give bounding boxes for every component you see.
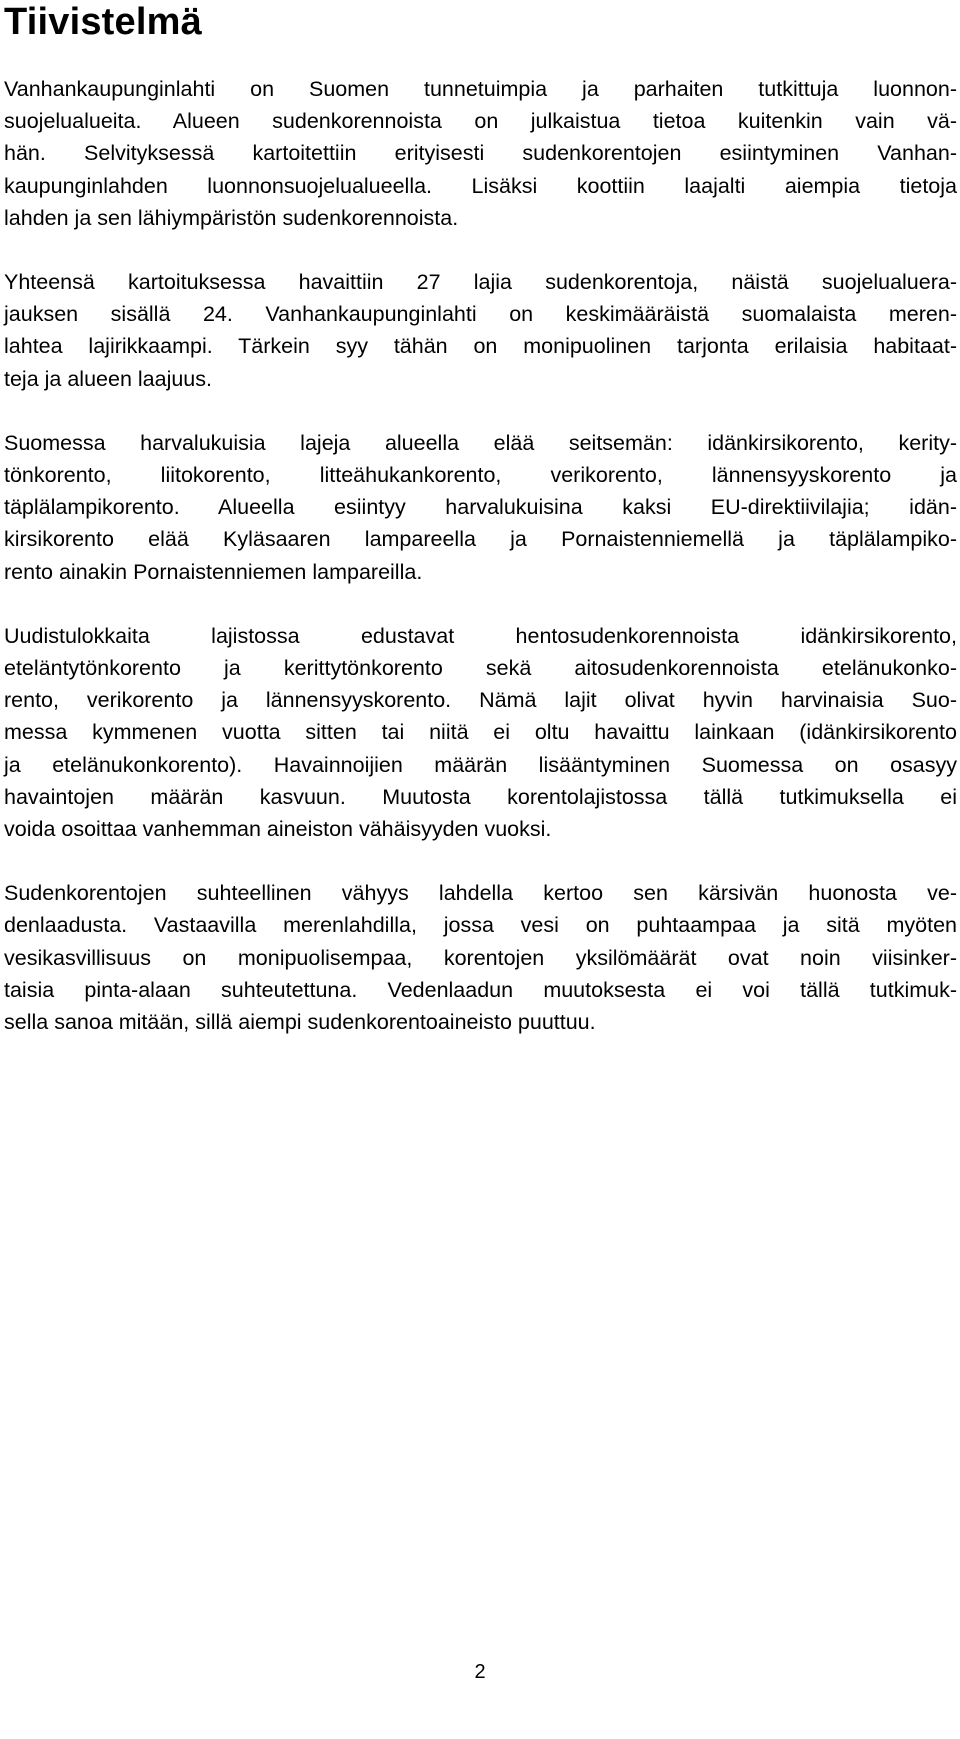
- text-line: Yhteensä kartoituksessa havaittiin 27 lajia sudenkorentoja, näistä suojelualuera-: [4, 270, 957, 295]
- text-line: Suomessa harvalukuisia lajeja alueella elää seitsemän: idänkirsikorento, kerity-: [4, 430, 957, 455]
- page-number: 2: [474, 1661, 486, 1683]
- text-line: voida osoittaa vanhemman aineiston vähäisyyden vuoksi.: [4, 817, 552, 842]
- text-line: suojelualueita. Alueen sudenkorennoista on julkaistua tietoa kuitenkin vain vä-: [4, 109, 957, 134]
- text-line: hän. Selvityksessä kartoitettiin erityisesti sudenkorentojen esiintyminen Vanhan-: [4, 141, 957, 166]
- text-line: vesikasvillisuus on monipuolisempaa, korentojen yksilömäärät ovat noin viisinker-: [4, 945, 957, 970]
- text-line: täplälampikorento. Alueella esiintyy harvalukuisina kaksi EU-direktiivilajia; idän-: [4, 495, 957, 520]
- text-line: Vanhankaupunginlahti on Suomen tunnetuimpia ja parhaiten tutkittuja luonnon-: [4, 77, 957, 101]
- text-line: kaupunginlahden luonnonsuojelualueella. Lisäksi koottiin laajalti aiempia tietoja: [4, 173, 957, 198]
- text-line: taisia pinta-alaan suhteutettuna. Vedenlaadun muutoksesta ei voi tällä tutkimuk-: [4, 977, 957, 1002]
- text-line: Uudistulokkaita lajistossa edustavat hentosudenkorennoista idänkirsikorento,: [4, 623, 957, 648]
- summary-body: [4, 73, 957, 1070]
- text-line: denlaadusta. Vastaavilla merenlahdilla, jossa vesi on puhtaampaa ja sitä myöten: [4, 913, 957, 938]
- text-line: kirsikorento elää Kyläsaaren lampareella ja Pornaistenniemellä ja täplälampiko-: [4, 527, 957, 552]
- text-line: jauksen sisällä 24. Vanhankaupunginlahti on keskimääräistä suomalaista meren-: [4, 302, 957, 327]
- page-title: Tiivistelmä: [4, 1, 202, 43]
- text-line: lahden ja sen lähiympäristön sudenkorennoista.: [4, 205, 459, 230]
- text-line: rento, verikorento ja lännensyyskorento. Nämä lajit olivat hyvin harvinaisia Suo-: [4, 688, 957, 713]
- paragraph-4: [4, 620, 957, 845]
- text-line: ja etelänukonkorento). Havainnoijien määrän lisääntyminen Suomessa on osasyy: [4, 752, 957, 777]
- text-line: tönkorento, liitokorento, litteähukankorento, verikorento, lännensyyskorento ja: [4, 463, 957, 488]
- text-line: sella sanoa mitään, sillä aiempi sudenkorentoaineisto puuttuu.: [4, 1010, 596, 1035]
- paragraph-2: [4, 266, 957, 395]
- text-line: Sudenkorentojen suhteellinen vähyys lahdella kertoo sen kärsivän huonosta ve-: [4, 881, 957, 906]
- text-line: teja ja alueen laajuus.: [4, 366, 212, 391]
- paragraph-1: [4, 73, 957, 234]
- paragraph-5: [4, 877, 957, 1038]
- text-line: lahtea lajirikkaampi. Tärkein syy tähän on monipuolinen tarjonta erilaisia habitaat-: [4, 334, 957, 359]
- text-line: rento ainakin Pornaistenniemen lampareilla.: [4, 559, 423, 584]
- paragraph-3: [4, 427, 957, 588]
- text-line: messa kymmenen vuotta sitten tai niitä ei oltu havaittu lainkaan (idänkirsikorento: [4, 720, 957, 745]
- text-line: havaintojen määrän kasvuun. Muutosta korentolajistossa tällä tutkimuksella ei: [4, 784, 957, 809]
- text-line: eteläntytönkorento ja kerittytönkorento sekä aitosudenkorennoista etelänukonko-: [4, 656, 957, 681]
